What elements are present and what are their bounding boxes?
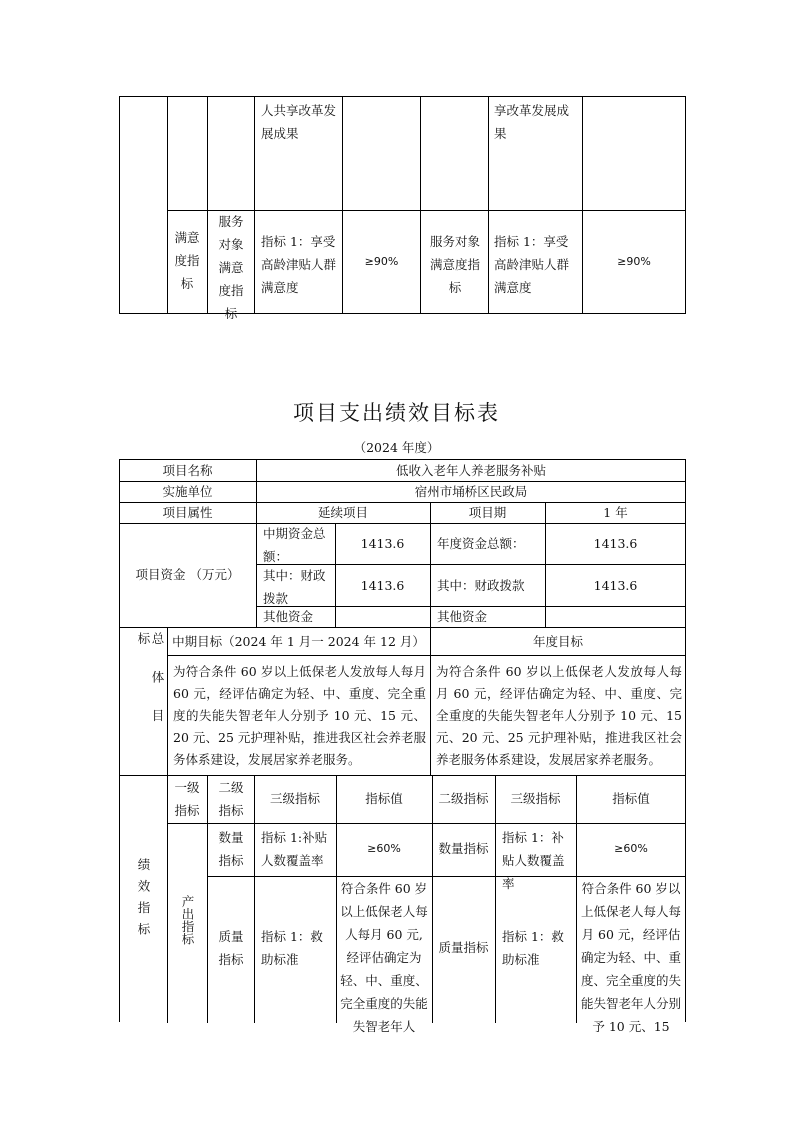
qual-indicator-label-b: 质量指标	[438, 940, 489, 955]
mid-total-label: 中期资金总额：	[263, 526, 326, 564]
page-title: 项目支出绩效目标表	[293, 401, 500, 425]
qty-indicator-label: 数量指标	[218, 830, 244, 868]
unit-value: 宿州市埇桥区民政局	[414, 484, 528, 499]
page-subtitle: （2024 年度）	[353, 440, 440, 455]
service-satisfaction-label-b: 服务对象满意度指标	[429, 234, 480, 295]
perf-label: 绩效指标	[136, 858, 151, 944]
satisfaction-indicator-text: 指标 1：享受高龄津贴人群满意度	[261, 234, 337, 295]
period-value: 1 年	[603, 505, 628, 520]
header-level1: 一级指标	[174, 780, 200, 818]
unit-label: 实施单位	[162, 484, 213, 499]
year-fiscal-label: 其中：财政拨款	[437, 578, 525, 593]
header-level2-b: 二级指标	[438, 791, 489, 806]
service-satisfaction-label: 服务对象满意度指标	[218, 214, 244, 321]
year-other-label: 其他资金	[437, 609, 488, 624]
mid-other-label: 其他资金	[263, 609, 314, 624]
period-label: 项目期	[468, 505, 507, 520]
year-goal-text: 为符合条件 60 岁以上低保老人发放每人每月 60 元，经评估确定为轻、中、重度、完全重度的失能失智老年人分别予 10 元、15 元、20 元、25 元护理补贴，推进我区社会养老服务体系建设，发展居家养老服务。	[436, 664, 682, 767]
mid-goal-header: 中期目标（2024 年 1 月一 2024 年 12 月）	[172, 634, 425, 649]
satisfaction-indicator-label: 满意度指标	[174, 230, 200, 291]
satisfaction-value-b: ≥90%	[617, 255, 651, 268]
mid-fiscal-value: 1413.6	[360, 578, 405, 593]
qty-indicator-label-b: 数量指标	[438, 841, 489, 856]
qty-indicator-text: 指标 1:补贴人数覆盖率	[261, 830, 328, 868]
header-level3-b: 三级指标	[510, 791, 561, 806]
satisfaction-indicator-text-b: 指标 1：享受高龄津贴人群满意度	[494, 234, 570, 295]
qty-indicator-text-b: 指标 1：补贴人数覆盖率	[502, 830, 565, 891]
top-row1-cell-b: 享改革发展成果	[494, 103, 570, 141]
attr-label: 项目属性	[162, 505, 213, 520]
qty-value: ≥60%	[367, 842, 401, 855]
year-goal-header: 年度目标	[532, 634, 583, 649]
top-row1-cell-a: 人共享改革发展成果	[261, 103, 337, 141]
header-level2: 二级指标	[218, 780, 244, 818]
qty-value-b: ≥60%	[614, 842, 648, 855]
goal-label: 总体目标	[136, 632, 165, 748]
qual-value: 符合条件 60 岁以上低保老人每人每月 60 元,经评估确定为轻、中、重度、完全重度的失能失智老年人	[340, 881, 428, 1034]
year-total-value: 1413.6	[593, 536, 638, 551]
satisfaction-value: ≥90%	[364, 255, 399, 268]
project-name-label: 项目名称	[162, 463, 213, 478]
project-name-value: 低收入老年人养老服务补贴	[395, 463, 546, 478]
mid-goal-text: 为符合条件 60 岁以上低保老人发放每人每月 60 元，经评估确定为轻、中、重度、完全重度的失能失智老年人分别予 10 元、15 元、20 元、25 元护理补贴，推进我区社会养老服务体系建设，发展居家养老服务。	[173, 664, 426, 767]
qual-value-b: 符合条件 60 岁以上低保老人每人每月 60 元，经评估确定为轻、中、重度、完全重度的失能失智老年人分别予 10 元、15	[580, 881, 681, 1034]
qual-indicator-text: 指标 1：救助标准	[261, 929, 323, 967]
qual-indicator-label: 质量指标	[218, 929, 244, 967]
header-value: 指标值	[365, 791, 403, 806]
funds-label: 项目资金 （万元）	[135, 567, 240, 582]
year-total-label: 年度资金总额：	[437, 536, 525, 551]
header-value-b: 指标值	[612, 791, 650, 806]
mid-total-value: 1413.6	[360, 536, 405, 551]
mid-fiscal-label: 其中：财政拨款	[263, 568, 326, 606]
attr-value: 延续项目	[317, 505, 368, 520]
output-indicator-label: 产出指标	[180, 895, 195, 945]
qual-indicator-text-b: 指标 1：救助标准	[502, 929, 564, 967]
header-level3: 三级指标	[269, 791, 320, 806]
year-fiscal-value: 1413.6	[593, 578, 638, 593]
